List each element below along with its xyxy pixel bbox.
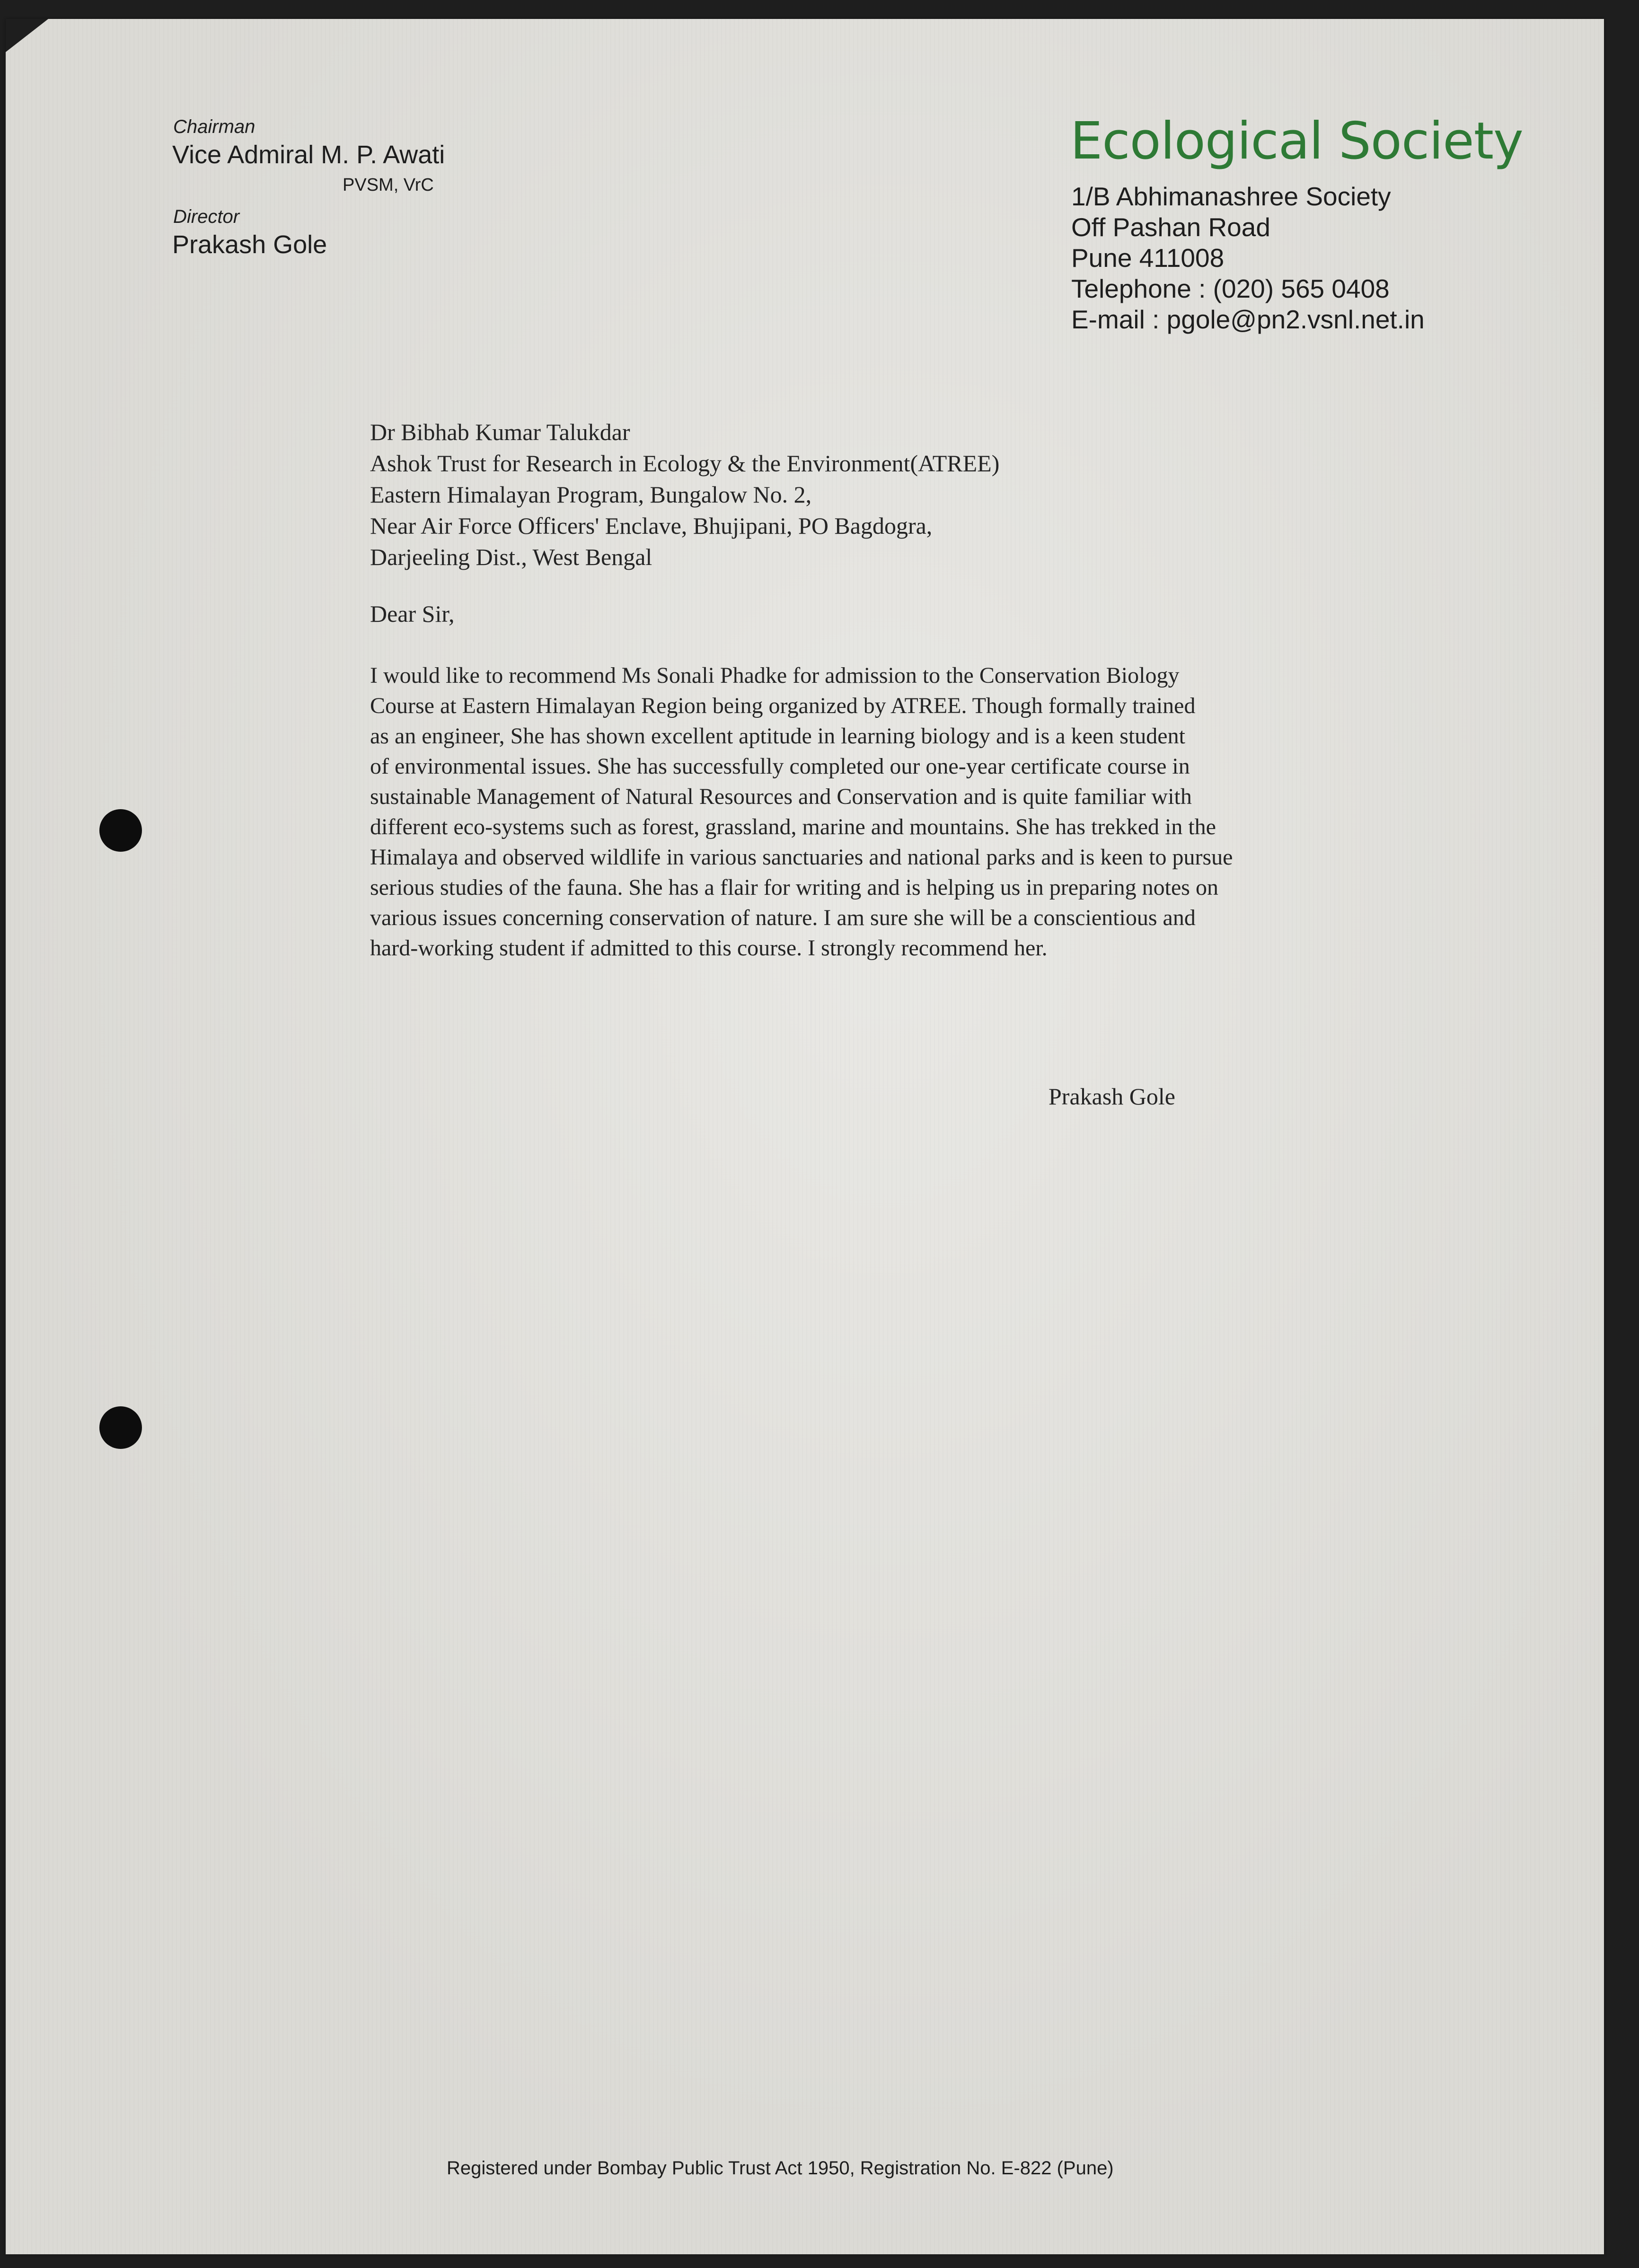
address-line: 1/B Abhimanashree Society bbox=[1071, 182, 1391, 211]
chairman-name: Vice Admiral M. P. Awati bbox=[172, 141, 445, 169]
punch-hole-lower bbox=[99, 1406, 142, 1449]
salutation: Dear Sir, bbox=[370, 600, 455, 627]
recipient-line: Eastern Himalayan Program, Bungalow No. 2, bbox=[370, 481, 812, 508]
body-line: hard-working student if admitted to this course. I strongly recommend her. bbox=[370, 935, 1048, 961]
address-line: Pune 411008 bbox=[1071, 243, 1225, 273]
registration-footer: Registered under Bombay Public Trust Act 1950, Registration No. E-822 (Pune) bbox=[447, 2158, 1114, 2179]
body-line: serious studies of the fauna. She has a flair for writing and is helping us in preparing notes on bbox=[370, 875, 1218, 900]
body-line: various issues concerning conservation of nature. I am sure she will be a conscientious and bbox=[370, 905, 1196, 930]
body-line: sustainable Management of Natural Resources and Conservation and is quite familiar with bbox=[370, 784, 1192, 809]
punch-hole-upper bbox=[99, 809, 142, 852]
body-line: Course at Eastern Himalayan Region being organized by ATREE. Though formally trained bbox=[370, 693, 1196, 718]
recipient-line: Dr Bibhab Kumar Talukdar bbox=[370, 419, 630, 445]
chairman-honours: PVSM, VrC bbox=[343, 175, 434, 195]
body-line: Himalaya and observed wildlife in various sanctuaries and national parks and is keen to pursue bbox=[370, 845, 1233, 870]
letter-body bbox=[370, 661, 1233, 963]
folded-corner bbox=[6, 19, 48, 52]
address-line: Off Pashan Road bbox=[1071, 212, 1270, 242]
signature-name: Prakash Gole bbox=[1049, 1083, 1175, 1110]
recipient-line: Darjeeling Dist., West Bengal bbox=[370, 544, 652, 570]
organization-name: Ecological Society bbox=[1070, 112, 1523, 171]
body-line: of environmental issues. She has successfully completed our one-year certificate course in bbox=[370, 754, 1190, 779]
email-line: E-mail : pgole@pn2.vsnl.net.in bbox=[1071, 305, 1425, 334]
director-label: Director bbox=[173, 206, 240, 227]
body-line: I would like to recommend Ms Sonali Phadke for admission to the Conservation Biology bbox=[370, 663, 1180, 688]
telephone-line: Telephone : (020) 565 0408 bbox=[1071, 274, 1390, 303]
body-line: different eco-systems such as forest, grassland, marine and mountains. She has trekked in the bbox=[370, 814, 1216, 839]
body-line: as an engineer, She has shown excellent aptitude in learning biology and is a keen student bbox=[370, 724, 1185, 749]
recipient-address bbox=[370, 416, 999, 573]
director-name: Prakash Gole bbox=[172, 230, 327, 259]
recipient-line: Ashok Trust for Research in Ecology & the Environment(ATREE) bbox=[370, 450, 1000, 477]
letter-sheet bbox=[6, 19, 1604, 2254]
recipient-line: Near Air Force Officers' Enclave, Bhujipani, PO Bagdogra, bbox=[370, 512, 933, 539]
organization-address bbox=[1071, 181, 1425, 335]
chairman-label: Chairman bbox=[173, 116, 256, 137]
